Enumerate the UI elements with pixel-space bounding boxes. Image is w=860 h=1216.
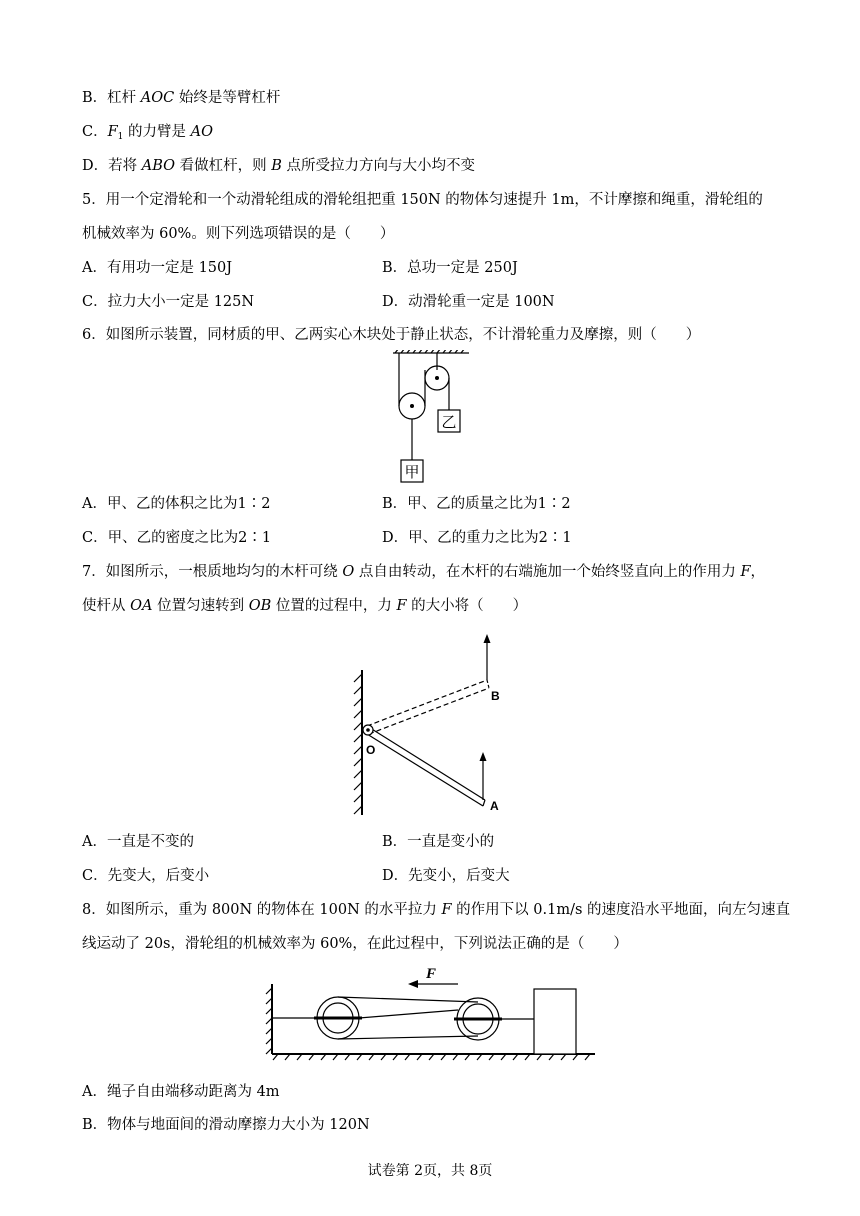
label-yi: 乙: [441, 413, 457, 431]
q7-option-a: A．一直是不变的: [82, 834, 194, 850]
q7-lever-figure: [345, 630, 515, 820]
q6-option-a: A．甲、乙的体积之比为1∶2: [82, 496, 271, 512]
q5-option-b: B．总功一定是 250J: [382, 260, 518, 276]
q8-stem-line2: 线运动了 20s，滑轮组的机械效率为 60%，在此过程中，下列说法正确的是（ ）: [82, 936, 628, 952]
q5-stem-line2: 机械效率为 60%。则下列选项错误的是（ ）: [82, 226, 395, 242]
q7-option-d: D．先变小，后变大: [382, 868, 510, 884]
q7-stem-line2: 使杆从 OA 位置匀速转到 OB 位置的过程中，力 F 的大小将（ ）: [82, 598, 528, 614]
q4-option-d: D．若将 ABO 看做杠杆，则 B 点所受拉力方向与大小均不变: [82, 158, 476, 174]
q8-pulley-figure: [262, 962, 602, 1062]
rope-top: [338, 997, 478, 1002]
q6-option-d: D．甲、乙的重力之比为2∶1: [382, 530, 572, 546]
q5-option-c: C．拉力大小一定是 125N: [82, 294, 255, 310]
q7-option-c: C．先变大，后变小: [82, 868, 210, 884]
label-jia: 甲: [404, 463, 420, 481]
block: [534, 989, 576, 1054]
q6-pulley-figure: [385, 350, 475, 490]
q6-option-c: C．甲、乙的密度之比为2∶1: [82, 530, 272, 546]
q4-option-c: C．$F_1$ 的力臂是 AO: [82, 124, 213, 142]
rod-ob-bottom: [369, 688, 489, 734]
q8-stem-line1: 8．如图所示，重为 800N 的物体在 100N 的水平拉力 F 的作用下以 0.1m/s 的速度沿水平地面，向左匀速直: [82, 902, 791, 918]
rod-oa-bottom: [367, 734, 483, 806]
q8-option-b: B．物体与地面间的滑动摩擦力大小为 120N: [82, 1117, 370, 1133]
page-footer: 试卷第 2页，共 8页: [367, 1163, 493, 1179]
q5-option-a: A．有用功一定是 150J: [82, 260, 233, 276]
q6-stem: 6．如图所示装置，同材质的甲、乙两实心木块处于静止状态，不计滑轮重力及摩擦，则（ ）: [82, 327, 701, 343]
rod-ob-top: [367, 680, 487, 726]
label-o: O: [366, 743, 376, 757]
rope-bottom: [338, 1036, 478, 1039]
label-a: A: [490, 799, 499, 813]
q5-stem-line1: 5．用一个定滑轮和一个动滑轮组成的滑轮组把重 150N 的物体匀速提升 1m，不计摩擦和绳重，滑轮组的: [82, 192, 763, 208]
rod-oa-top: [367, 726, 485, 800]
label-b: B: [491, 689, 500, 703]
q4-option-b: B．杠杆 AOC 始终是等臂杠杆: [82, 90, 281, 106]
q7-stem-line1: 7．如图所示，一根质地均匀的木杆可绕 O 点自由转动，在木杆的右端施加一个始终竖直向上的作用力 F，: [82, 564, 766, 580]
rope-middle: [359, 1010, 458, 1018]
label-f: F: [426, 966, 437, 982]
q6-option-b: B．甲、乙的质量之比为1∶2: [382, 496, 571, 512]
q8-option-a: A．绳子自由端移动距离为 4m: [82, 1084, 280, 1100]
q5-option-d: D．动滑轮重一定是 100N: [382, 294, 555, 310]
q7-option-b: B．一直是变小的: [382, 834, 495, 850]
